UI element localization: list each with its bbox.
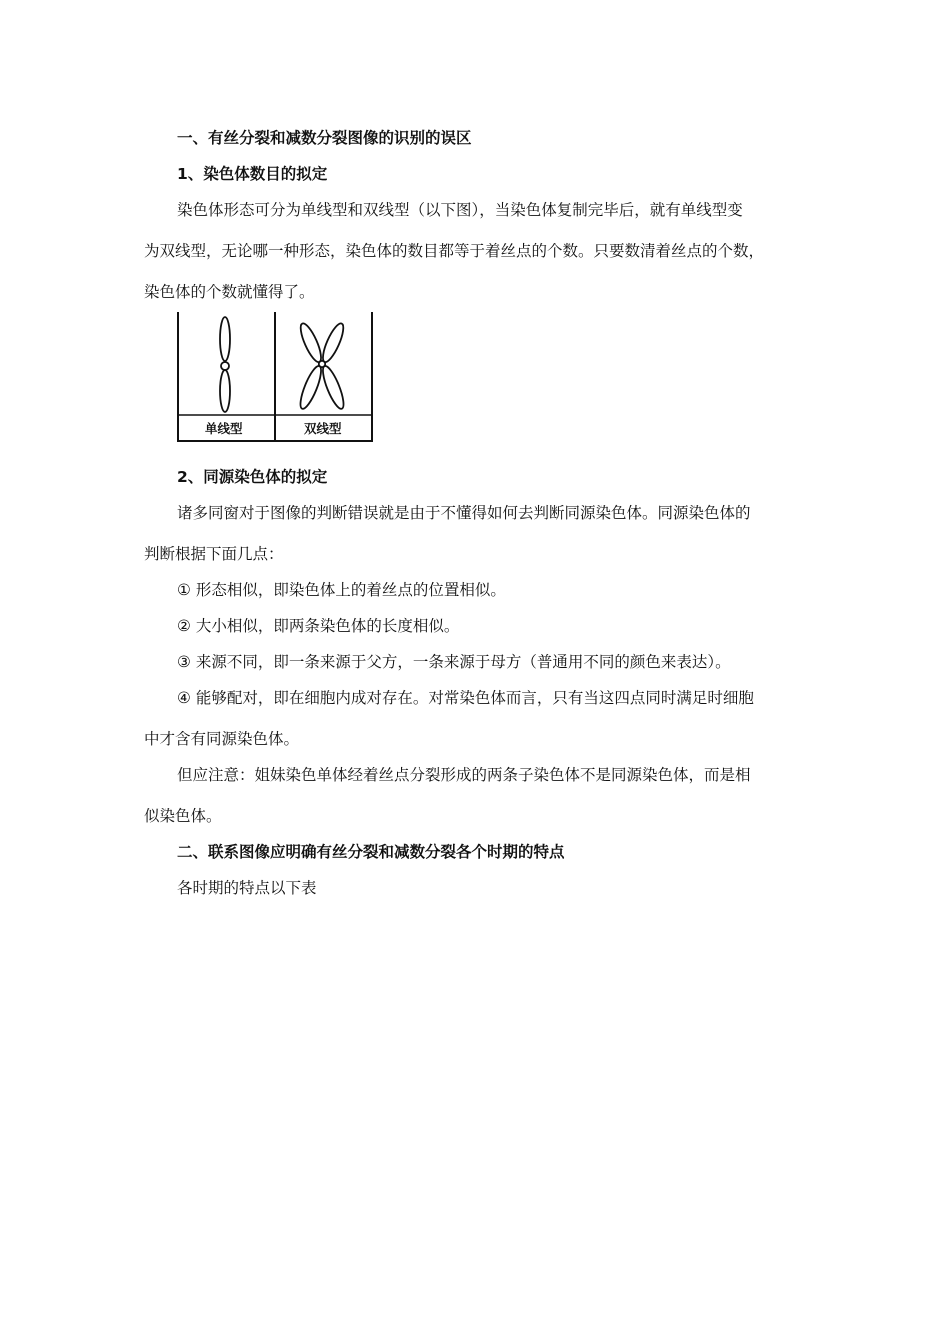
single-type-label: 单线型 xyxy=(205,421,243,436)
chromosome-figure xyxy=(176,312,374,444)
sub1-paragraph-line-3: 染色体的个数就懂得了。 xyxy=(144,283,315,301)
double-chromosome-icon xyxy=(297,321,348,411)
criterion-1: ① 形态相似，即染色体上的着丝点的位置相似。 xyxy=(177,581,506,599)
criterion-2: ② 大小相似，即两条染色体的长度相似。 xyxy=(177,617,460,635)
sub2-paragraph-line-1: 诸多同窗对于图像的判断错误就是由于不懂得如何去判断同源染色体。同源染色体的 xyxy=(177,504,751,522)
section1-heading: 一、有丝分裂和减数分裂图像的识别的误区 xyxy=(177,129,472,147)
section2-paragraph: 各时期的特点以下表 xyxy=(177,879,317,897)
note-line-1: 但应注意：姐妹染色单体经着丝点分裂形成的两条子染色体不是同源染色体，而是相 xyxy=(177,766,751,784)
criterion-4-line-2: 中才含有同源染色体。 xyxy=(144,730,300,748)
sub1-heading: 1、染色体数目的拟定 xyxy=(177,165,328,183)
sub1-paragraph-line-2: 为双线型，无论哪一种形态，染色体的数目都等于着丝点的个数。只要数清着丝点的个数， xyxy=(144,242,765,260)
criterion-4-line-1: ④ 能够配对，即在细胞内成对存在。对常染色体而言，只有当这四点同时满足时细胞 xyxy=(177,689,754,707)
sub1-paragraph-line-1: 染色体形态可分为单线型和双线型（以下图），当染色体复制完毕后，就有单线型变 xyxy=(177,201,743,219)
sub2-paragraph-line-2: 判断根据下面几点： xyxy=(144,545,284,563)
double-type-label: 双线型 xyxy=(304,421,342,436)
sub2-heading: 2、同源染色体的拟定 xyxy=(177,468,328,486)
criterion-3: ③ 来源不同，即一条来源于父方，一条来源于母方（普通用不同的颜色来表达）。 xyxy=(177,653,731,671)
note-line-2: 似染色体。 xyxy=(144,807,222,825)
single-chromosome-icon xyxy=(220,317,230,412)
section2-heading: 二、联系图像应明确有丝分裂和减数分裂各个时期的特点 xyxy=(177,843,565,861)
